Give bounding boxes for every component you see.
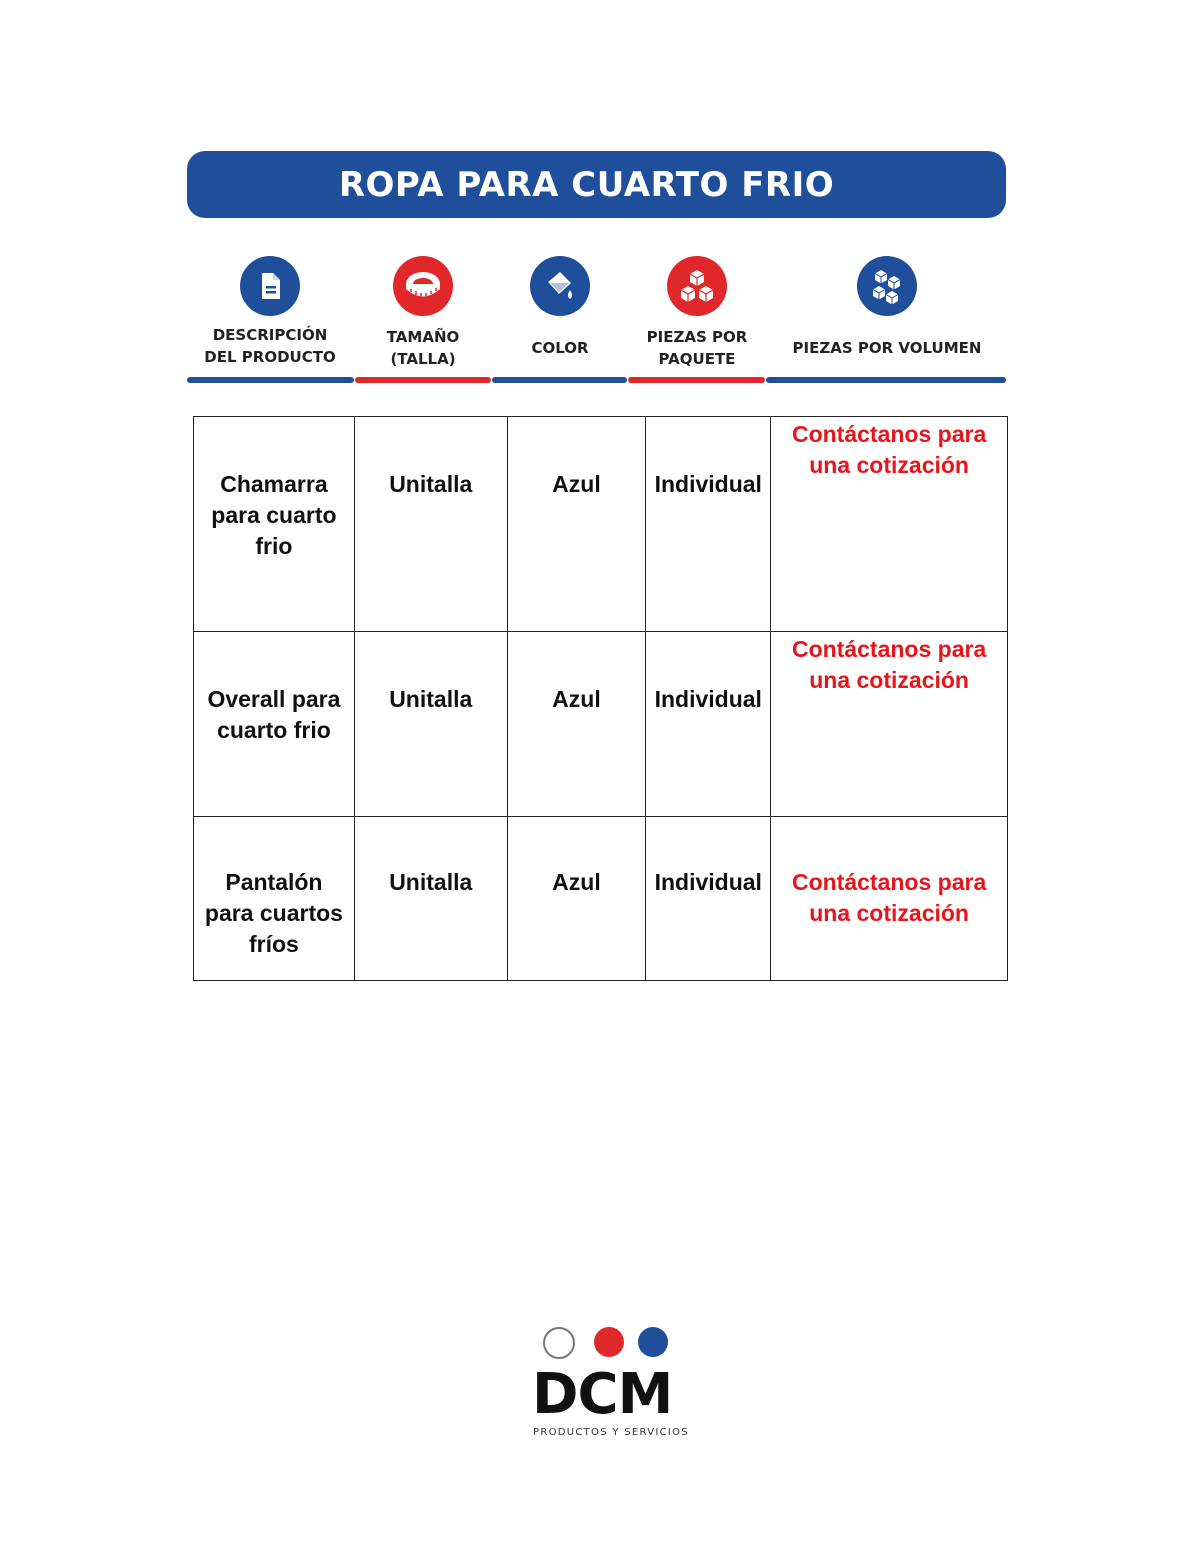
logo-tagline: PRODUCTOS Y SERVICIOS	[533, 1427, 689, 1438]
column-header-color	[493, 256, 627, 357]
column-underline-color	[492, 377, 627, 383]
page-title: ROPA PARA CUARTO FRIO	[338, 164, 835, 205]
column-header-description	[190, 256, 350, 366]
logo-dot-blue	[638, 1327, 668, 1357]
column-header-pack	[629, 256, 765, 368]
column-label-volume: PIEZAS POR VOLUMEN	[792, 339, 982, 357]
title-banner	[187, 151, 1006, 218]
column-label-description-2: DEL PRODUCTO	[204, 348, 336, 366]
table-row	[194, 817, 1008, 981]
table-row	[194, 632, 1008, 817]
boxes-icon	[667, 256, 727, 316]
cell-size: Unitalla	[354, 417, 507, 632]
cell-color: Azul	[507, 417, 646, 632]
cell-description: Overall para cuarto frio	[194, 632, 355, 817]
column-label-size-2: (TALLA)	[390, 350, 456, 368]
column-header-size	[355, 256, 491, 368]
cell-pack: Individual	[646, 417, 771, 632]
cell-volume-quote: Contáctanos para una cotización	[771, 632, 1008, 817]
cell-color: Azul	[507, 817, 646, 981]
cell-volume-quote: Contáctanos para una cotización	[771, 817, 1008, 981]
logo-wordmark: DCM	[532, 1362, 673, 1427]
cell-volume-quote: Contáctanos para una cotización	[771, 417, 1008, 632]
column-label-size-1: TAMAÑO	[386, 328, 460, 346]
dcm-logo	[530, 1323, 690, 1443]
column-underline-description	[187, 377, 354, 383]
logo-dot-red	[594, 1327, 624, 1357]
product-table	[193, 416, 1008, 981]
column-header-volume	[767, 256, 1007, 357]
cell-pack: Individual	[646, 817, 771, 981]
paint-bucket-icon	[530, 256, 590, 316]
cell-color: Azul	[507, 632, 646, 817]
column-underline-pack	[628, 377, 765, 383]
boxes-stack-icon	[857, 256, 917, 316]
cell-size: Unitalla	[354, 632, 507, 817]
column-label-color: COLOR	[531, 339, 589, 357]
cell-description: Chamarra para cuarto frio	[194, 417, 355, 632]
measuring-tape-icon	[393, 256, 453, 316]
column-underline-volume	[766, 377, 1006, 383]
column-label-description-1: DESCRIPCIÓN	[212, 326, 328, 344]
column-label-pack-1: PIEZAS POR	[646, 328, 748, 346]
document-icon	[240, 256, 300, 316]
column-label-pack-2: PAQUETE	[658, 350, 736, 368]
cell-description: Pantalón para cuartos fríos	[194, 817, 355, 981]
column-underline-size	[355, 377, 491, 383]
logo-dot-white	[543, 1327, 575, 1359]
cell-size: Unitalla	[354, 817, 507, 981]
cell-pack: Individual	[646, 632, 771, 817]
table-row	[194, 417, 1008, 632]
